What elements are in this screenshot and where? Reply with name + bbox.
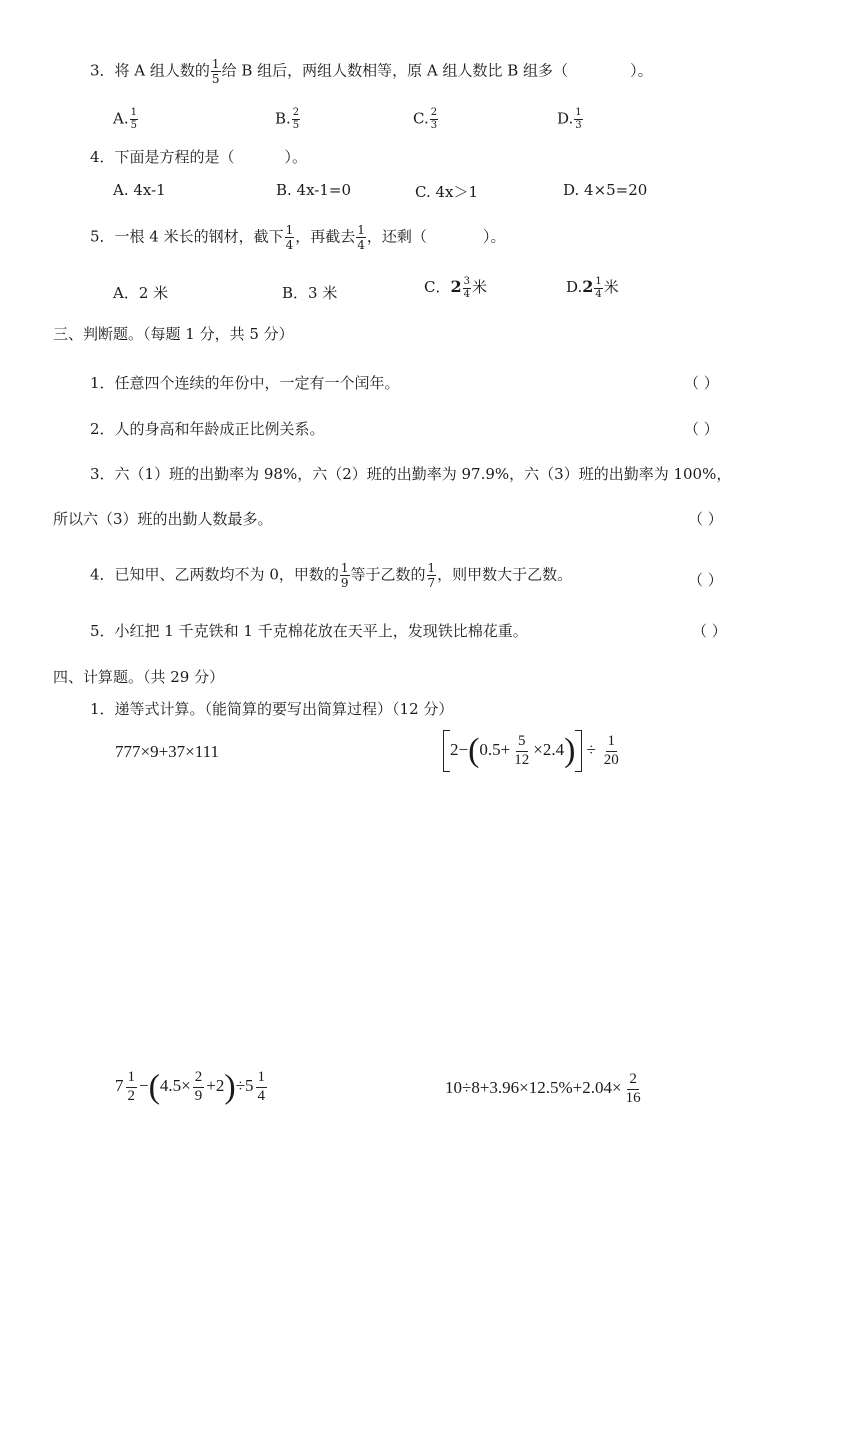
q3-option-b: B. $\frac{2}{5}$ <box>275 107 300 131</box>
section-3-title: 三、判断题。（每题 1 分，共 5 分） <box>53 325 294 343</box>
q4-option-d: D. 4×5=20 <box>563 181 648 199</box>
expression-3: 7 $\frac{1}{2}$ −(4.5× $\frac{2}{9}$ +2)÷5 $\frac{1}{4}$ <box>115 1068 266 1106</box>
question-5: 5．一根 4 米长的钢材，截下 $\frac{1}{4}$ ，再截去 $\frac{1}{4}$ ，还剩（ ）。 <box>90 223 506 252</box>
q4-option-c: C. 4x＞1 <box>415 183 479 201</box>
q3-fraction: $\frac{1}{5}$ <box>211 57 220 86</box>
question-4: 4．下面是方程的是（ ）。 <box>90 148 308 166</box>
judge-item-1: 1．任意四个连续的年份中，一定有一个闰年。 <box>90 374 400 392</box>
expression-2: 2−(0.5+ $\frac{5}{12}$ ×2.4) ÷ $\frac{1}{20}$ <box>443 730 623 772</box>
section-4-sub-1: 1．递等式计算。（能简算的要写出简算过程）（12 分） <box>90 700 454 718</box>
q5-option-b: B．3 米 <box>282 284 338 302</box>
q4-option-b: B. 4x-1=0 <box>276 181 352 199</box>
expression-1: 777×9+37×111 <box>115 742 220 761</box>
q4-option-a: A. 4x-1 <box>113 181 166 199</box>
q3-text-after: 给 B 组后，两组人数相等，原 A 组人数比 B 组多（ <box>221 61 569 80</box>
judge-item-3-line2: 所以六（3）班的出勤人数最多。 <box>53 510 273 528</box>
judge-answer-4[interactable]: （ ） <box>688 571 723 589</box>
judge-item-2: 2．人的身高和年龄成正比例关系。 <box>90 420 325 438</box>
expression-4: 10÷8+3.96×12.5%+2.04× $\frac{2}{16}$ <box>445 1071 641 1106</box>
q3-text-before: 3．将 A 组人数的 <box>90 61 210 80</box>
q5-option-d: D.2 $\frac{1}{4}$ 米 <box>566 275 619 300</box>
judge-answer-3[interactable]: （ ） <box>688 510 723 528</box>
question-3: 3．将 A 组人数的 $\frac{1}{5}$ 给 B 组后，两组人数相等，原 A 组人数比 B 组多（ ）。 <box>90 57 653 86</box>
judge-answer-5[interactable]: （ ） <box>692 622 727 640</box>
judge-item-4: 4．已知甲、乙两数均不为 0，甲数的 $\frac{1}{9}$ 等于乙数的 $\frac{1}{7}$ ，则甲数大于乙数。 <box>90 561 573 590</box>
judge-answer-2[interactable]: （ ） <box>684 420 719 438</box>
q3-option-d: D. $\frac{1}{3}$ <box>557 107 582 131</box>
judge-answer-1[interactable]: （ ） <box>684 374 719 392</box>
section-4-title: 四、计算题。（共 29 分） <box>53 668 225 686</box>
q3-option-c: C. $\frac{2}{3}$ <box>413 107 438 131</box>
judge-item-3-line1: 3．六（1）班的出勤率为 98%，六（2）班的出勤率为 97.9%，六（3）班的出勤率为 100%， <box>90 465 732 483</box>
q3-option-a: A. $\frac{1}{5}$ <box>113 107 137 131</box>
q5-option-c: C．2 $\frac{3}{4}$ 米 <box>424 275 488 300</box>
q5-option-a: A．2 米 <box>113 284 169 302</box>
judge-item-5: 5．小红把 1 千克铁和 1 千克棉花放在天平上，发现铁比棉花重。 <box>90 622 528 640</box>
